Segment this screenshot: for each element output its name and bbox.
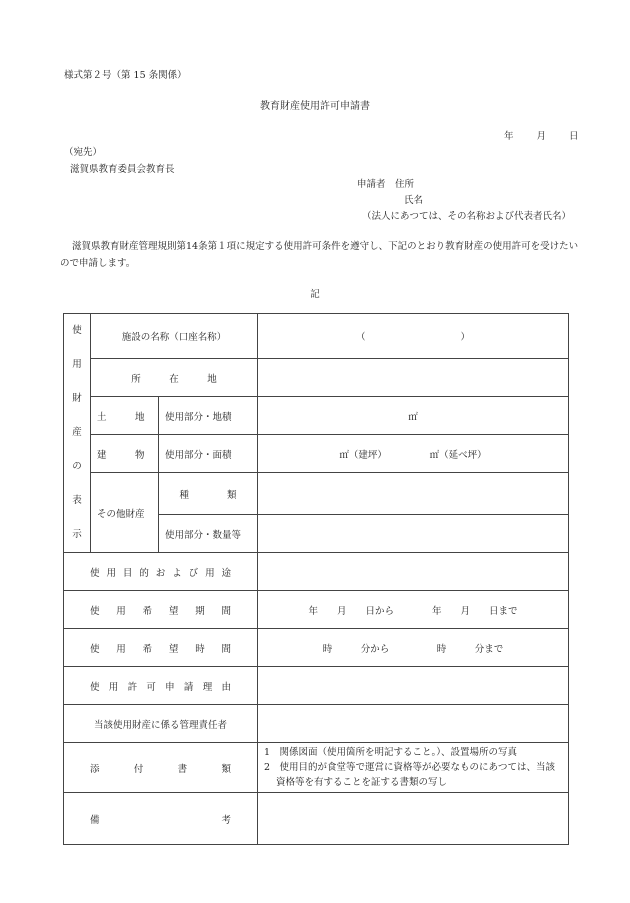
reason-field[interactable] [258,667,569,705]
location-field[interactable] [258,359,569,397]
location-label: 所 在 地 [91,359,258,397]
date-line: 年 月 日 [504,131,579,142]
table-row [64,743,569,793]
vertical-char: 示 [72,529,82,540]
period-field[interactable]: 年 月 日から 年 月 日まで [258,591,569,629]
applicant-corporate-note: （法人にあつては、その名称および代表者氏名） [362,211,572,222]
purpose-field[interactable] [258,553,569,591]
other-property-label: その他財産 [91,473,159,553]
remarks-field[interactable] [258,793,569,845]
ki-heading: 記 [310,289,320,300]
table-row [64,397,569,435]
other-quantity-label: 使用部分・数量等 [159,515,258,553]
attachment-item-2: 2 使用目的が食堂等で運営に資格等が必要なものにあつては、当該資格等を有することを証する書類の写し [264,762,556,788]
table-row [64,435,569,473]
manager-field[interactable] [258,705,569,743]
attachment-item-1: 1 関係図面（使用箇所を明記すること。）、設置場所の写真 [264,747,518,758]
form-number: 様式第２号（第 15 条関係） [64,70,187,81]
remarks-label: 備考 [64,793,258,845]
other-type-label: 種 類 [159,473,258,515]
time-label: 使用希望時間 [64,629,258,667]
table-row [64,793,569,845]
application-statement: 滋賀県教育財産管理規則第14条第１項に規定する使用許可条件を遵守し、下記のとおり教育財産の使用許可を受けたいので申請します。 [60,241,579,269]
vertical-char: 使 [72,325,82,336]
table-row [64,314,569,359]
attachments-label: 添付書類 [64,743,258,793]
table-row [64,553,569,591]
building-sub-label: 使用部分・面積 [159,435,258,473]
facility-name-field[interactable]: （ ） [258,314,569,359]
purpose-label: 使用目的および用途 [64,553,258,591]
manager-label: 当該使用財産に係る管理責任者 [64,705,258,743]
vertical-char: 財 [72,393,82,404]
reason-label: 使用許可申請理由 [64,667,258,705]
time-field[interactable]: 時 分から 時 分まで [258,629,569,667]
attachments-list [258,743,569,793]
table-row [64,359,569,397]
table-row [64,629,569,667]
table-row [64,705,569,743]
applicant-address: 申請者 住所 [357,179,415,190]
table-row [64,591,569,629]
facility-name-label: 施設の名称（口座名称） [91,314,258,359]
other-quantity-field[interactable] [258,515,569,553]
applicant-name: 氏名 [404,195,424,206]
other-type-field[interactable] [258,473,569,515]
vertical-char: の [72,461,82,472]
addressee: 滋賀県教育委員会教育長 [70,164,175,175]
table-row [64,667,569,705]
building-area-field[interactable]: ㎡（建坪） ㎡（延べ坪） [258,435,569,473]
vertical-char: 産 [72,427,82,438]
page-title: 教育財産使用許可申請書 [260,101,370,112]
vertical-char: 用 [72,359,82,370]
land-sub-label: 使用部分・地積 [159,397,258,435]
table-row [64,473,569,515]
vertical-char: 表 [72,495,82,506]
land-label: 土 地 [91,397,159,435]
vertical-label-cell [64,314,91,553]
building-label: 建 物 [91,435,159,473]
land-area-field[interactable]: ㎡ [258,397,569,435]
application-table [63,313,569,845]
addressee-label: （宛先） [64,147,103,158]
period-label: 使用希望期間 [64,591,258,629]
